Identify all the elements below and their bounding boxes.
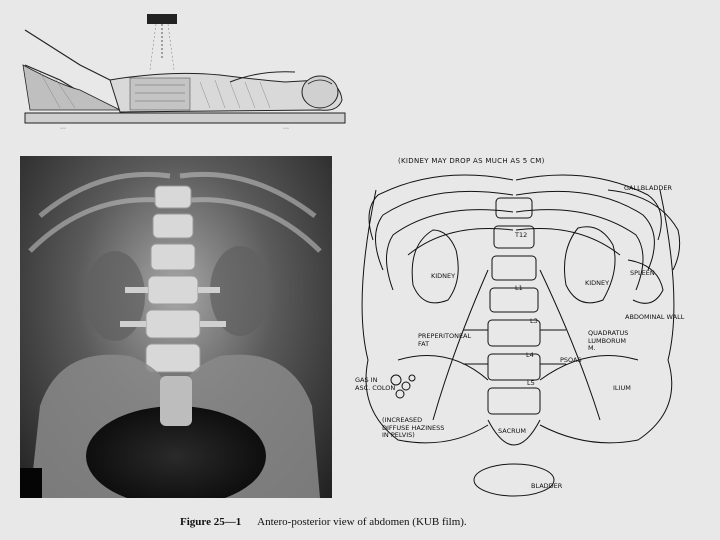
figure-label: Figure 25—1: [180, 516, 242, 528]
label-quadratus-lumborum: QUADRATUS LUMBORUM M.: [588, 329, 629, 352]
figure-caption-text: Antero-posterior view of abdomen (KUB film).: [257, 516, 467, 528]
label-l4: L4: [526, 351, 534, 359]
label-kidney-left: KIDNEY: [431, 272, 456, 280]
label-gas-colon: GAS IN ASC. COLON: [355, 376, 396, 392]
label-kidney-right: KIDNEY: [585, 279, 610, 287]
label-ilium: ILIUM: [613, 384, 631, 392]
label-sacrum: SACRUM: [498, 427, 526, 435]
label-bladder: BLADDER: [531, 482, 563, 490]
figure-caption: [180, 516, 467, 528]
label-l5: L5: [527, 379, 535, 387]
label-preperitoneal-fat: PREPERITONEAL FAT: [418, 332, 472, 348]
label-pelvis-haziness: (INCREASED DIFFUSE HAZINESS IN PELVIS): [382, 416, 445, 439]
label-spleen: SPLEEN: [630, 269, 655, 277]
illustration-right-mark: ···: [283, 126, 289, 132]
supine-patient-illustration: [20, 10, 350, 135]
label-abdominal-wall: ABDOMINAL WALL: [625, 313, 685, 321]
label-l3: L3: [530, 317, 538, 325]
label-gallbladder: GALLBLADDER: [624, 184, 673, 192]
label-l1: L1: [515, 284, 523, 292]
diagram-top-note: (KIDNEY MAY DROP AS MUCH AS 5 CM): [398, 157, 545, 165]
kub-xray-photograph: [20, 156, 332, 498]
kub-anatomy-diagram: [338, 150, 698, 510]
xray-tube-icon: [147, 14, 177, 70]
illustration-left-mark: ···: [60, 126, 66, 132]
label-psoas: PSOAS: [560, 356, 582, 364]
label-t12: T12: [515, 231, 528, 239]
